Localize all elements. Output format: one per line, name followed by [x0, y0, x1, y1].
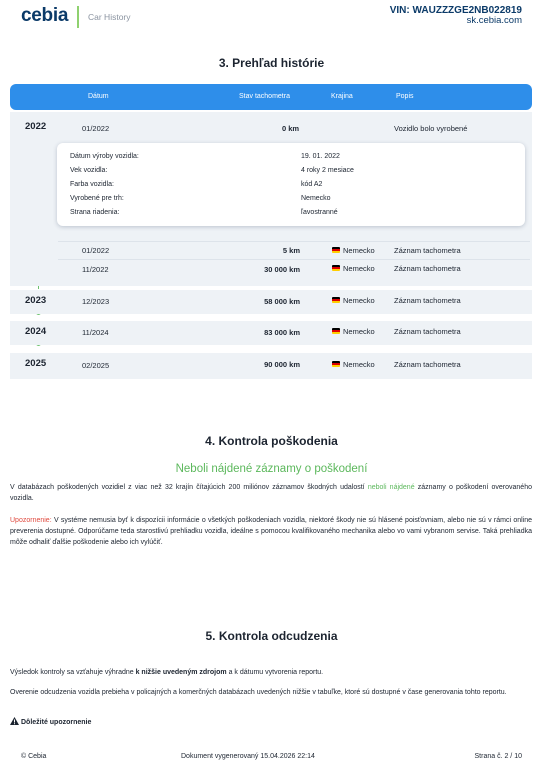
row-country: Nemecko	[343, 264, 375, 273]
year-label: 2024	[25, 326, 47, 337]
germany-flag-icon	[332, 328, 340, 334]
column-country: Krajina	[331, 93, 353, 100]
row-country: Nemecko	[343, 246, 375, 255]
detail-value: 19. 01. 2022	[301, 153, 340, 160]
row-country: Nemecko	[343, 327, 375, 336]
year-label: 2025	[25, 358, 47, 369]
row-country: Nemecko	[343, 296, 375, 305]
row-country: Nemecko	[343, 360, 375, 369]
detail-label: Strana riadenia:	[70, 209, 120, 216]
germany-flag-icon	[332, 297, 340, 303]
detail-label: Farba vozidla:	[70, 181, 114, 188]
row-description: Záznam tachometra	[394, 327, 461, 336]
germany-flag-icon	[332, 265, 340, 271]
theft-paragraph-1: Výsledok kontroly sa vzťahuje výhradne k nižšie uvedeným zdrojom a k dátumu vytvorenia reportu.	[10, 669, 324, 676]
history-section-title: 3. Prehľad histórie	[218, 56, 325, 70]
theft-paragraph-2: Overenie odcudzenia vozidla prebieha v policajných a komerčných databázach uvedených nižšie v tabuľke, ktoré sú dostupné v čase generovania tohto reportu.	[10, 689, 507, 696]
row-odometer: 58 000 km	[264, 297, 300, 306]
important-warning[interactable]: Dôležité upozornenie	[10, 717, 91, 726]
theft-section-title: 5. Kontrola odcudzenia	[205, 629, 338, 643]
cebia-logo: cebia	[21, 5, 69, 26]
note-label: Upozornenie:	[10, 517, 52, 524]
row-date: 12/2023	[82, 297, 110, 306]
row-odometer: 30 000 km	[264, 265, 300, 274]
row-description: Záznam tachometra	[394, 264, 461, 273]
year-label: 2022	[25, 121, 47, 132]
warning-triangle-icon	[10, 717, 19, 725]
footer-copyright: © Cebia	[21, 753, 47, 760]
germany-flag-icon	[332, 361, 340, 367]
site-link[interactable]: sk.cebia.com	[466, 15, 522, 26]
row-odometer: 5 km	[282, 246, 300, 255]
row-date: 01/2022	[82, 246, 110, 255]
detail-value: ľavostranné	[301, 209, 338, 216]
detail-value: kód A2	[301, 181, 323, 188]
detail-label: Dátum výroby vozidla:	[70, 153, 139, 160]
footer-page-number: Strana č. 2 / 10	[474, 753, 522, 760]
row-description: Záznam tachometra	[394, 246, 461, 255]
footer-generated: Dokument vygenerovaný 15.04.2026 22:14	[181, 753, 315, 760]
column-date: Dátum	[88, 93, 109, 100]
row-odometer: 90 000 km	[264, 360, 300, 369]
detail-value: 4 roky 2 mesiace	[301, 167, 354, 174]
germany-flag-icon	[332, 247, 340, 253]
vin-number: VIN: WAUZZZGE2NB022819	[389, 5, 522, 16]
row-date: 11/2022	[82, 265, 109, 274]
row-odometer: 83 000 km	[264, 328, 300, 337]
row-date: 11/2024	[82, 328, 109, 337]
detail-label: Vyrobené pre trh:	[70, 195, 124, 202]
row-date: 02/2025	[82, 361, 110, 370]
year-label: 2023	[25, 295, 47, 306]
detail-label: Vek vozidla:	[70, 167, 108, 174]
row-divider	[58, 259, 530, 260]
row-description: Záznam tachometra	[394, 360, 461, 369]
logo-divider	[77, 6, 79, 28]
detail-value: Nemecko	[301, 195, 331, 202]
row-description: Záznam tachometra	[394, 296, 461, 305]
row-date: 01/2022	[82, 124, 110, 133]
damage-note: Upozornenie: V systéme nemusia byť k dispozícii informácie o všetkých poškodeniach vozidla, niektoré škody nie sú hlásené poisťovniam, alebo nie sú v rámci online preverenia dostupné. Odporúčame teda starostlivú prehliadku vozidla, ideálne s pomocou kvalifikovaného mechanika alebo vo vami vybranom servise. Taká prehliadka môže odhaliť ďalšie poškodenie alebo ich vylúčiť.	[10, 517, 532, 546]
history-table-header	[10, 84, 532, 110]
damage-section-title: 4. Kontrola poškodenia	[205, 434, 338, 448]
damage-paragraph: V databázach poškodených vozidiel z viac než 32 krajín čítajúcich 200 miliónov záznamov škodných udalostí neboli nájdené záznamy o poškodení overovaného vozidla.	[10, 484, 532, 502]
row-odometer: 0 km	[282, 124, 300, 133]
logo-subtitle: Car History	[88, 12, 131, 22]
vehicle-detail-card	[57, 143, 525, 226]
row-divider	[58, 241, 530, 242]
column-description: Popis	[396, 93, 414, 100]
damage-result-subtitle: Neboli nájdené záznamy o poškodení	[175, 463, 368, 475]
row-description: Vozidlo bolo vyrobené	[394, 124, 468, 133]
column-odometer: Stav tachometra	[239, 93, 290, 100]
